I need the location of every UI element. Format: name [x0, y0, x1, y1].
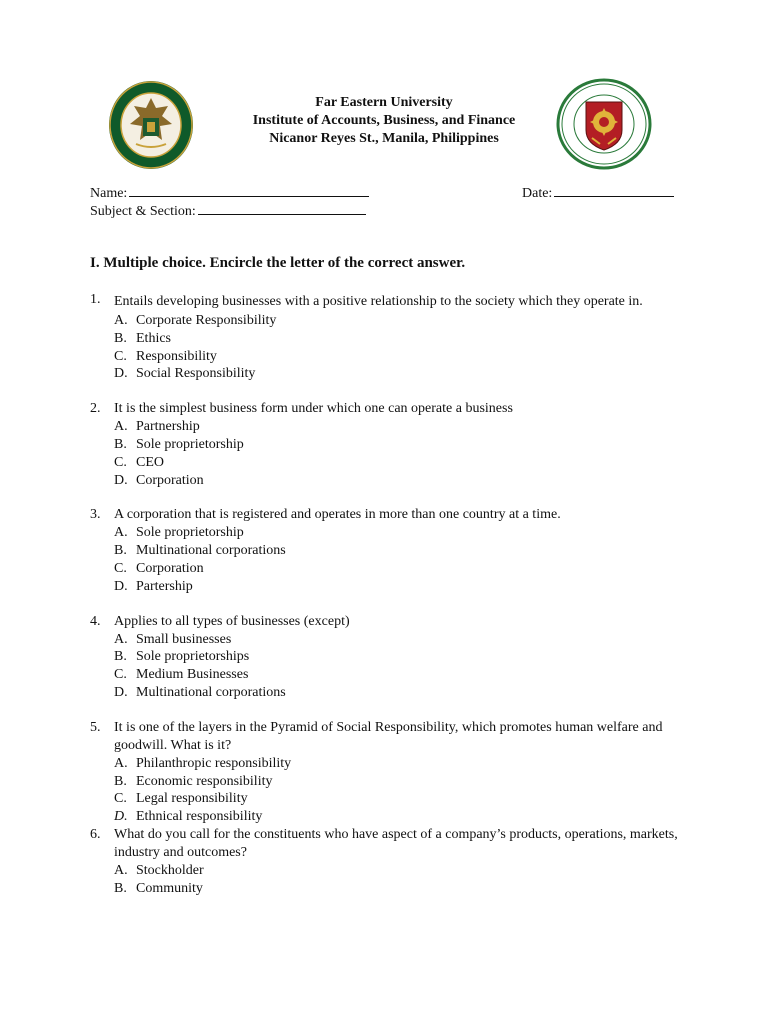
option-text: Partership: [136, 578, 193, 594]
option-d[interactable]: [114, 472, 680, 490]
address: Nicanor Reyes St., Manila, Philippines: [269, 131, 499, 146]
option-text: Sole proprietorships: [136, 649, 250, 665]
option-a[interactable]: [114, 312, 680, 330]
option-letter: A.: [114, 525, 128, 541]
option-a[interactable]: [114, 418, 680, 436]
option-a[interactable]: [114, 862, 680, 880]
option-c[interactable]: [114, 560, 680, 578]
university-seal-left: [106, 80, 196, 170]
option-text: Partnership: [136, 419, 200, 435]
option-text: Corporation: [136, 472, 204, 488]
option-d[interactable]: [114, 365, 680, 383]
option-b[interactable]: [114, 880, 680, 898]
section-title: I. Multiple choice. Encircle the letter of the correct answer.: [90, 255, 466, 271]
question-stem: It is one of the layers in the Pyramid of Social Responsibility, which promotes human welfare and goodwill. What is it?: [114, 719, 663, 753]
option-letter: D.: [114, 578, 128, 594]
option-text: Sole proprietorship: [136, 436, 244, 452]
question-4: [90, 613, 680, 702]
question-stem: It is the simplest business form under which one can operate a business: [114, 401, 513, 417]
option-text: Responsibility: [136, 348, 217, 364]
date-blank-line[interactable]: [554, 183, 674, 197]
question-stem: Applies to all types of businesses (except): [114, 613, 350, 629]
option-letter: A.: [114, 419, 128, 435]
option-letter: D.: [114, 809, 128, 825]
option-letter: B.: [114, 543, 127, 559]
option-b[interactable]: [114, 542, 680, 560]
option-letter: C.: [114, 348, 127, 364]
subject-section-blank-line[interactable]: [198, 201, 366, 215]
header-block: [200, 94, 568, 148]
option-a[interactable]: [114, 755, 680, 773]
option-b[interactable]: [114, 648, 680, 666]
option-letter: C.: [114, 454, 127, 470]
option-letter: B.: [114, 330, 127, 346]
option-d[interactable]: [114, 808, 680, 826]
question-stem: Entails developing businesses with a positive relationship to the society which they operate in.: [114, 294, 643, 309]
option-letter: B.: [114, 649, 127, 665]
question-stem: What do you call for the constituents who have aspect of a company’s products, operations, markets, industry and outcomes?: [114, 826, 678, 860]
option-c[interactable]: [114, 790, 680, 808]
option-text: Legal responsibility: [136, 791, 248, 807]
question-1: [90, 291, 680, 383]
question-6: [90, 826, 680, 898]
question-number: 3.: [90, 507, 101, 523]
question-number: 4.: [90, 613, 101, 629]
option-letter: A.: [114, 755, 128, 771]
option-text: Philanthropic responsibility: [136, 755, 292, 771]
option-d[interactable]: [114, 578, 680, 596]
option-text: Ethnical responsibility: [136, 809, 263, 825]
option-letter: A.: [114, 631, 128, 647]
option-c[interactable]: [114, 348, 680, 366]
option-letter: A.: [114, 862, 128, 878]
question-2: [90, 400, 680, 489]
date-field[interactable]: [522, 183, 674, 203]
question-number: 5.: [90, 719, 101, 735]
option-text: Corporation: [136, 560, 204, 576]
question-number: 1.: [90, 292, 101, 307]
option-letter: D.: [114, 472, 128, 488]
option-text: Economic responsibility: [136, 773, 273, 789]
name-label: Name:: [90, 186, 128, 201]
option-text: Stockholder: [136, 862, 204, 878]
option-letter: D.: [114, 684, 128, 700]
question-number: 2.: [90, 401, 101, 417]
option-letter: D.: [114, 366, 128, 382]
option-letter: B.: [114, 436, 127, 452]
option-text: Sole proprietorship: [136, 525, 244, 541]
university-name: Far Eastern University: [315, 95, 453, 110]
option-b[interactable]: [114, 773, 680, 791]
subject-section-label: Subject & Section:: [90, 204, 196, 219]
option-b[interactable]: [114, 330, 680, 348]
option-text: Multinational corporations: [136, 543, 286, 559]
option-c[interactable]: [114, 666, 680, 684]
option-text: Small businesses: [136, 631, 232, 647]
question-number: 6.: [90, 826, 101, 842]
option-letter: C.: [114, 560, 127, 576]
subject-section-field[interactable]: [90, 201, 366, 221]
option-text: Social Responsibility: [136, 366, 256, 382]
question-stem: A corporation that is registered and operates in more than one country at a time.: [114, 507, 561, 523]
date-label: Date:: [522, 186, 553, 201]
option-c[interactable]: [114, 454, 680, 472]
option-letter: B.: [114, 773, 127, 789]
option-text: CEO: [136, 454, 164, 470]
name-blank-line[interactable]: [129, 183, 369, 197]
question-3: [90, 506, 680, 595]
option-letter: C.: [114, 667, 127, 683]
option-d[interactable]: [114, 684, 680, 702]
option-a[interactable]: [114, 524, 680, 542]
institute-seal-right: [556, 78, 652, 170]
option-text: Medium Businesses: [136, 667, 249, 683]
option-text: Ethics: [136, 330, 171, 346]
option-letter: A.: [114, 313, 128, 328]
option-letter: B.: [114, 880, 127, 896]
option-text: Corporate Responsibility: [136, 313, 277, 328]
question-list: [90, 291, 680, 898]
option-text: Community: [136, 880, 203, 896]
institute-name: Institute of Accounts, Business, and Finance: [252, 113, 516, 128]
question-5: [90, 719, 680, 826]
name-field[interactable]: [90, 183, 369, 203]
option-a[interactable]: [114, 631, 680, 649]
option-b[interactable]: [114, 436, 680, 454]
option-letter: C.: [114, 791, 127, 807]
option-text: Multinational corporations: [136, 684, 286, 700]
